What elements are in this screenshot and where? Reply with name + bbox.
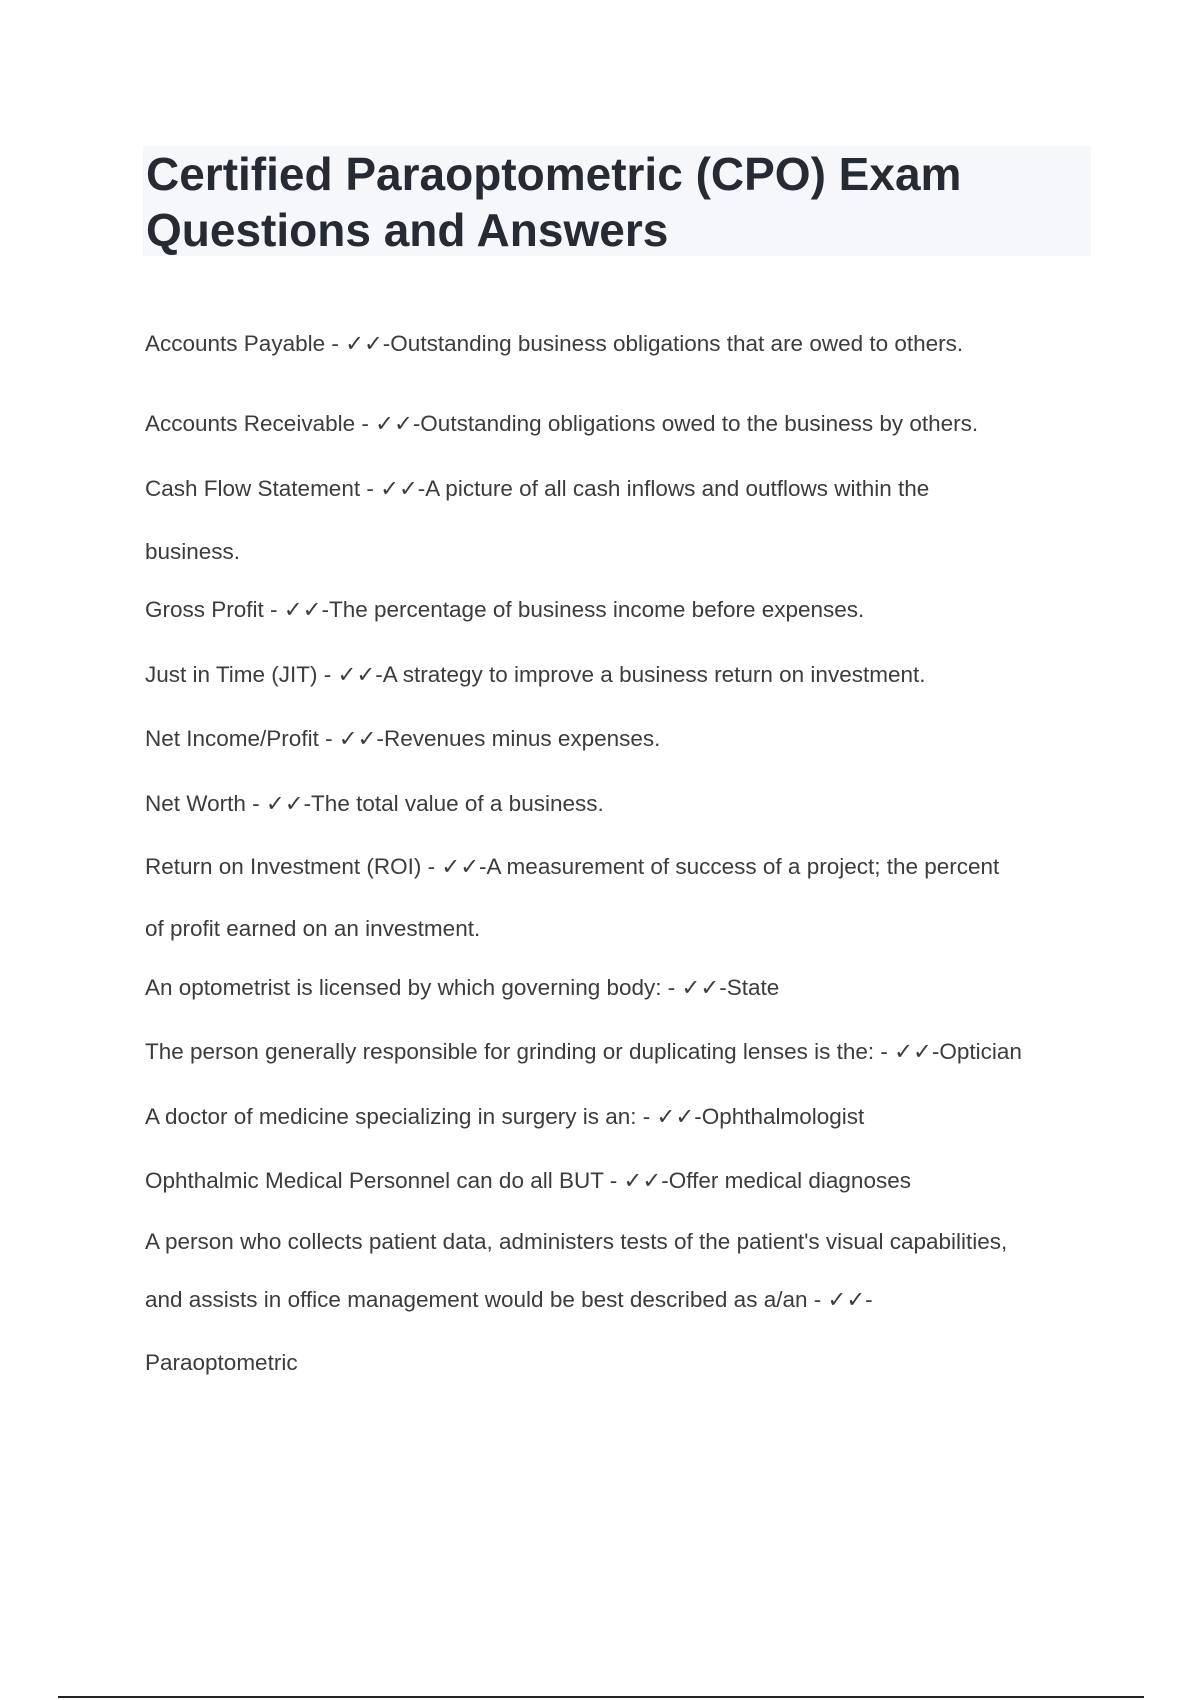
bottom-rule: [58, 1696, 1144, 1698]
qa-line: Cash Flow Statement - ✓✓-A picture of all cash inflows and outflows within the: [145, 476, 930, 501]
qa-line: Net Income/Profit - ✓✓-Revenues minus expenses.: [145, 726, 661, 751]
qa-line: The person generally responsible for grinding or duplicating lenses is the: - ✓✓-Optician: [145, 1039, 1022, 1064]
qa-line: Accounts Receivable - ✓✓-Outstanding obligations owed to the business by others.: [145, 411, 979, 436]
qa-line: business.: [145, 539, 241, 564]
qa-line: Return on Investment (ROI) - ✓✓-A measurement of success of a project; the percent: [145, 854, 1000, 879]
qa-line: Net Worth - ✓✓-The total value of a business.: [145, 791, 604, 816]
qa-line: Gross Profit - ✓✓-The percentage of business income before expenses.: [145, 597, 865, 622]
qa-line: Ophthalmic Medical Personnel can do all BUT - ✓✓-Offer medical diagnoses: [145, 1168, 911, 1193]
qa-line: An optometrist is licensed by which governing body: - ✓✓-State: [145, 975, 780, 1000]
qa-line: A person who collects patient data, administers tests of the patient's visual capabilities,: [145, 1229, 1008, 1254]
qa-line: Just in Time (JIT) - ✓✓-A strategy to improve a business return on investment.: [145, 662, 926, 687]
page-title-line-2: Questions and Answers: [146, 204, 669, 256]
qa-line: and assists in office management would be best described as a/an - ✓✓-: [145, 1287, 873, 1312]
qa-line: A doctor of medicine specializing in surgery is an: - ✓✓-Ophthalmologist: [145, 1104, 865, 1129]
page-title-line-1: Certified Paraoptometric (CPO) Exam: [146, 148, 962, 200]
qa-line: Accounts Payable - ✓✓-Outstanding business obligations that are owed to others.: [145, 331, 964, 356]
qa-line: of profit earned on an investment.: [145, 916, 481, 941]
qa-line: Paraoptometric: [145, 1350, 298, 1375]
